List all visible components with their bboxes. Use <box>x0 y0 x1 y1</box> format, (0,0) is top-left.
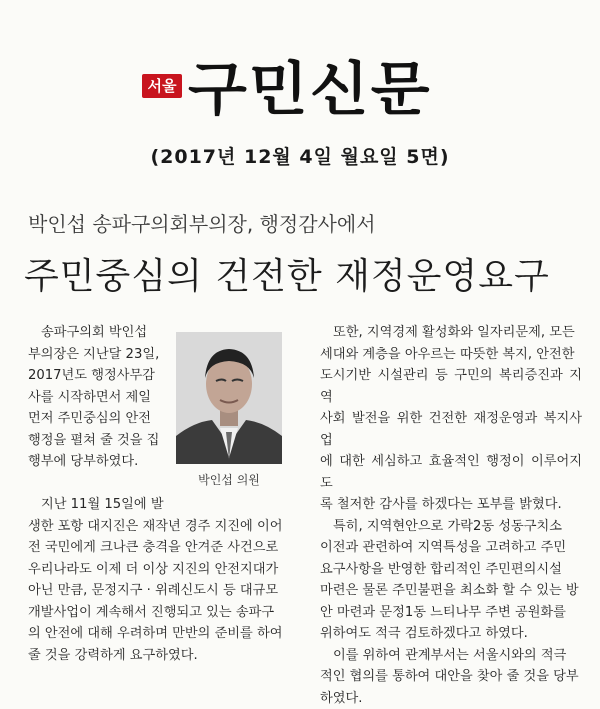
text-line: 생한 포항 대지진은 재작년 경주 지진에 이어 <box>28 516 306 538</box>
portrait-photo <box>176 332 282 464</box>
article-column-right <box>320 322 582 709</box>
article-column-left-top <box>28 322 168 473</box>
publication-date: (2017년 12월 4일 월요일 5면) <box>0 142 600 169</box>
text-line: 하였다. <box>320 688 582 709</box>
text-line: 이전과 관련하여 지역특성을 고려하고 주민 <box>320 537 582 559</box>
text-line: 행정을 펼쳐 줄 것을 집 <box>28 430 168 452</box>
text-line: 전 국민에게 크나큰 충격을 안겨준 사건으로 <box>28 537 306 559</box>
text-line: 이를 위하여 관계부서는 서울시와의 적극 <box>320 645 582 667</box>
text-line: 또한, 지역경제 활성화와 일자리문제, 모든 <box>320 322 582 344</box>
text-line: 마련은 물론 주민불편을 최소화 할 수 있는 방 <box>320 580 582 602</box>
text-line: 록 철저한 감사를 하겠다는 포부를 밝혔다. <box>320 494 582 516</box>
text-line: 부의장은 지난달 23일, <box>28 344 168 366</box>
text-line: 사를 시작하면서 제일 <box>28 387 168 409</box>
photo-caption: 박인섭 의원 <box>176 471 282 488</box>
text-line: 아닌 만큼, 문정지구 · 위례신도시 등 대규모 <box>28 580 306 602</box>
text-line: 먼저 주민중심의 안전 <box>28 408 168 430</box>
text-line: 특히, 지역현안으로 가락2동 성동구치소 <box>320 516 582 538</box>
text-line: 2017년도 행정사무감 <box>28 365 168 387</box>
text-line: 위하여도 적극 검토하겠다고 하였다. <box>320 623 582 645</box>
text-line: 개발사업이 계속해서 진행되고 있는 송파구 <box>28 602 306 624</box>
region-badge: 서울 <box>142 74 182 98</box>
text-line: 행부에 당부하였다. <box>28 451 168 473</box>
text-line: 에 대한 세심하고 효율적인 행정이 이루어지도 <box>320 451 582 494</box>
article-column-left-bottom <box>28 494 306 666</box>
text-line: 도시기반 시설관리 등 구민의 복리증진과 지역 <box>320 365 582 408</box>
newspaper-logo: 구민신문 <box>188 42 432 126</box>
article-subhead: 박인섭 송파구의회부의장, 행정감사에서 <box>28 208 376 237</box>
text-line: 우리나라도 이제 더 이상 지진의 안전지대가 <box>28 559 306 581</box>
text-line: 줄 것을 강력하게 요구하였다. <box>28 645 306 667</box>
text-line: 의 안전에 대해 우려하며 만반의 준비를 하여 <box>28 623 306 645</box>
text-line: 사회 발전을 위한 건전한 재정운영과 복지사업 <box>320 408 582 451</box>
masthead <box>0 0 600 110</box>
text-line: 세대와 계층을 아우르는 따뜻한 복지, 안전한 <box>320 344 582 366</box>
text-line: 안 마련과 문정1동 느티나무 주변 공원화를 <box>320 602 582 624</box>
text-line: 송파구의회 박인섭 <box>28 322 168 344</box>
text-line: 적인 협의를 통하여 대안을 찾아 줄 것을 당부 <box>320 666 582 688</box>
text-line: 요구사항을 반영한 합리적인 주민편의시설 <box>320 559 582 581</box>
text-line: 지난 11월 15일에 발 <box>28 494 306 516</box>
article-headline: 주민중심의 건전한 재정운영요구 <box>24 248 550 299</box>
